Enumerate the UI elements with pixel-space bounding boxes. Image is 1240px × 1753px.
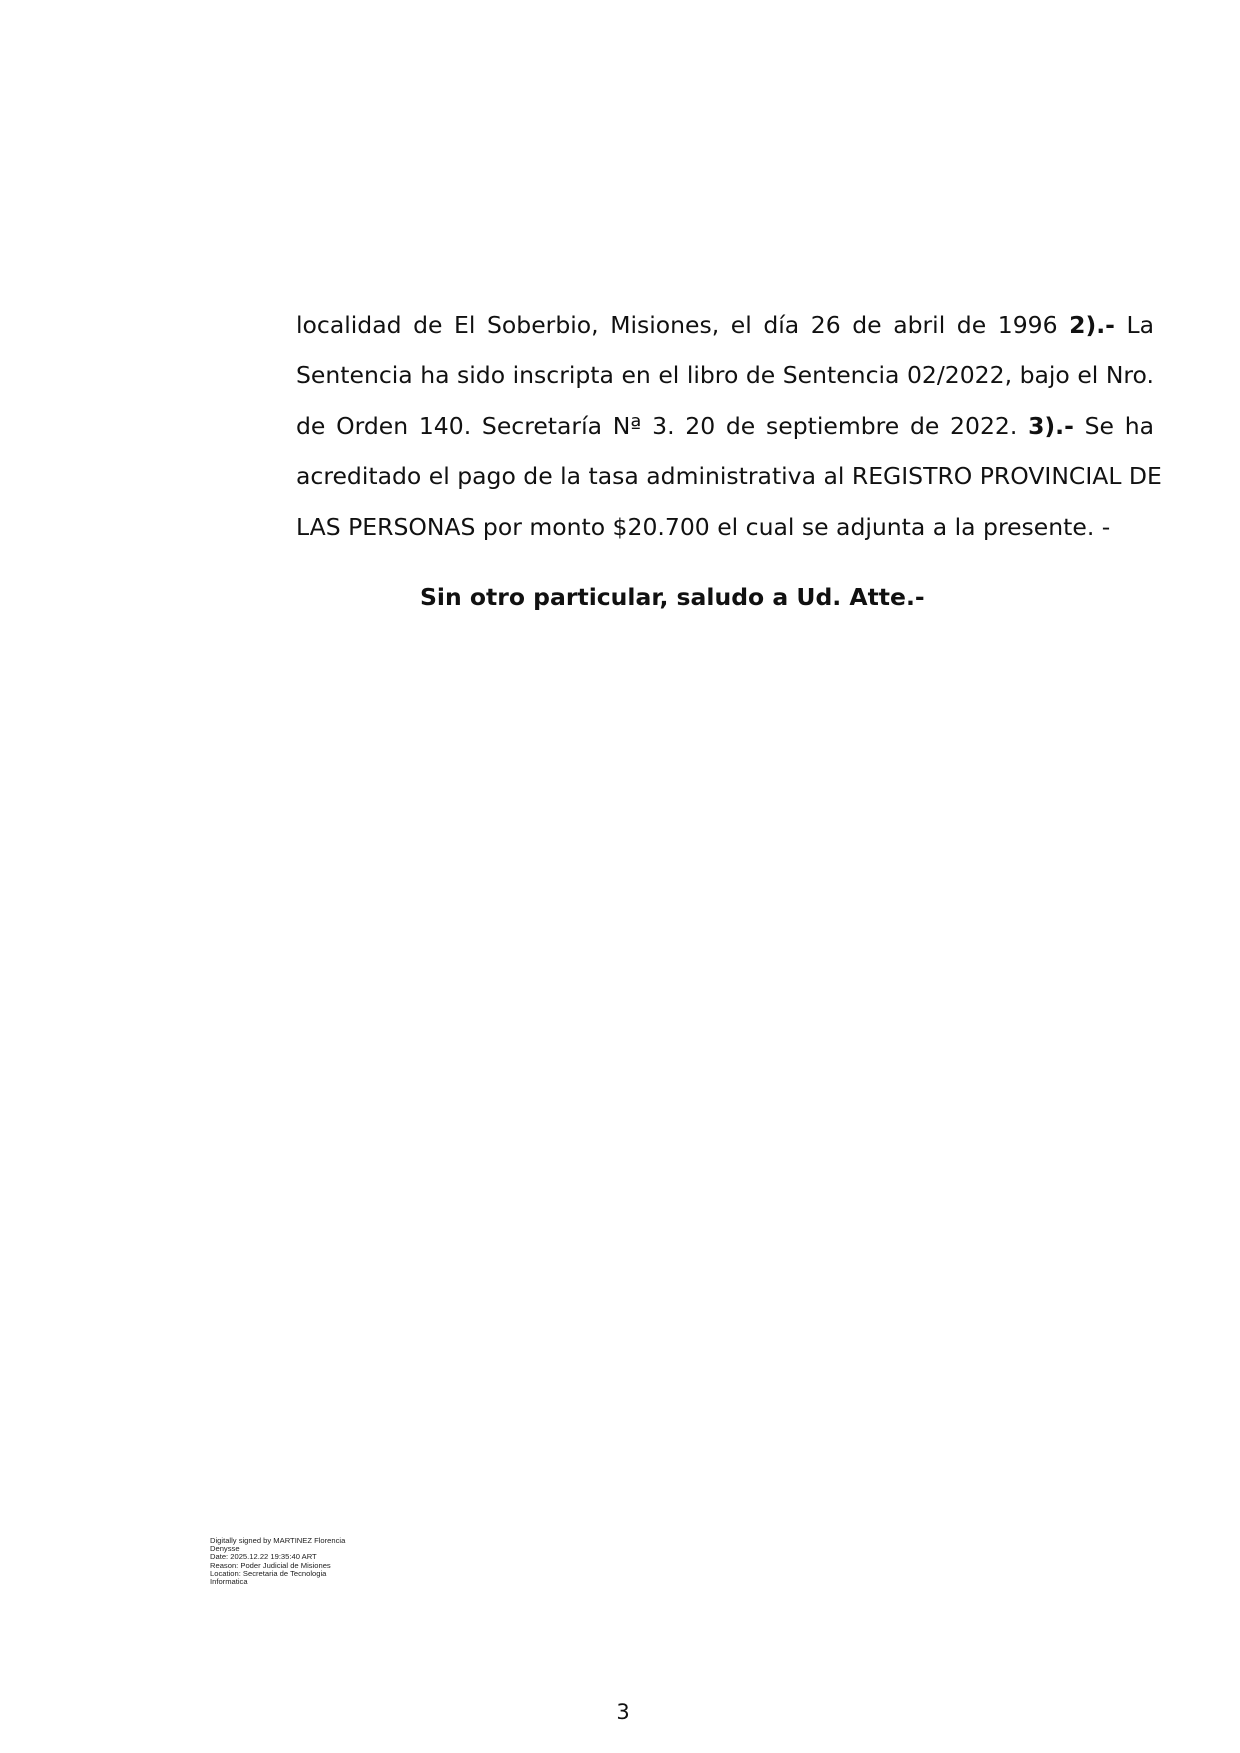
- text-run: Se ha: [1073, 411, 1154, 440]
- text-run: de Orden 140. Secretaría Nª 3. 20 de septiembre de 2022.: [296, 411, 1029, 440]
- document-body-paragraph: [296, 300, 1162, 552]
- signature-signed-by-cont: Denysse: [210, 1544, 240, 1554]
- paragraph-line-5: [296, 502, 1154, 552]
- signature-date: Date: 2025.12.22 19:35:40 ART: [210, 1552, 317, 1562]
- text-run: acreditado el pago de la tasa administrativa al REGISTRO PROVINCIAL DE: [296, 462, 1162, 491]
- text-run: La: [1114, 311, 1155, 339]
- text-run: localidad de El Soberbio, Misiones, el día 26 de abril de 1996: [296, 311, 1070, 339]
- item-number-bold: 3).-: [1028, 411, 1074, 440]
- closing-salutation: Sin otro particular, saludo a Ud. Atte.-: [420, 583, 925, 611]
- page-number: 3: [616, 1700, 630, 1724]
- signature-location-cont: Informatica: [210, 1577, 248, 1587]
- text-run: LAS PERSONAS por monto $20.700 el cual se adjunta a la presente. -: [296, 512, 1111, 541]
- text-run: Sentencia ha sido inscripta en el libro de Sentencia 02/2022, bajo el Nro.: [296, 361, 1154, 390]
- signature-signed-by: Digitally signed by MARTINEZ Florencia: [210, 1536, 346, 1545]
- paragraph-line-3: [296, 401, 1154, 451]
- paragraph-line-1: [296, 300, 1154, 350]
- signature-location: Location: Secretaria de Tecnologia: [210, 1568, 327, 1578]
- item-number-bold: 2).-: [1069, 311, 1115, 339]
- paragraph-line-4: [296, 451, 1162, 501]
- paragraph-line-2: [296, 350, 1154, 400]
- signature-reason: Reason: Poder Judicial de Misiones: [210, 1560, 331, 1570]
- digital-signature-block: [210, 1537, 410, 1586]
